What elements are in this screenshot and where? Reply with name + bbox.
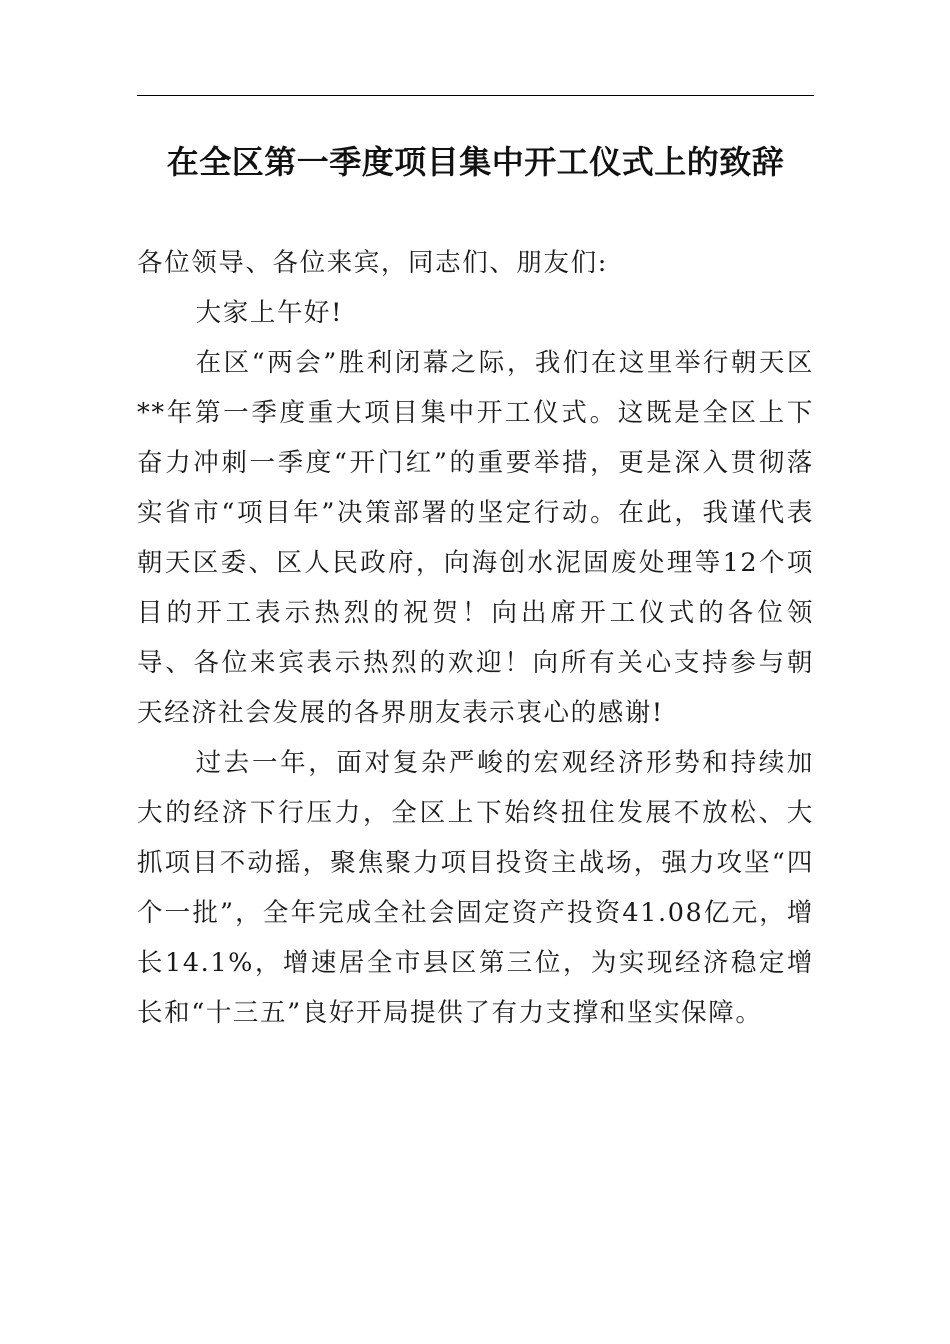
document-title: 在全区第一季度项目集中开工仪式上的致辞 (166, 143, 785, 181)
paragraph-greeting: 大家上午好! (195, 298, 343, 328)
header-rule (137, 95, 814, 96)
document-body (137, 238, 814, 1038)
salutation: 各位领导、各位来宾，同志们、朋友们: (137, 248, 608, 278)
paragraph-opening: 在区“两会”胜利闭幕之际，我们在这里举行朝天区**年第一季度重大项目集中开工仪式。这既是全区上下奋力冲刺一季度“开门红”的重要举措，更是深入贯彻落实省市“项目年”决策部署的坚定行动。在此，我谨代表朝天区委、区人民政府，向海创水泥固废处理等12个项目的开工表示热烈的祝贺！向出席开工仪式的各位领导、各位来宾表示热烈的欢迎！向所有关心支持参与朝天经济社会发展的各界朋友表示衷心的感谢! (137, 348, 814, 728)
paragraph-review: 过去一年，面对复杂严峻的宏观经济形势和持续加大的经济下行压力，全区上下始终扭住发展不放松、大抓项目不动摇，聚焦聚力项目投资主战场，强力攻坚“四个一批”，全年完成全社会固定资产投资41.08亿元，增长14.1%，增速居全市县区第三位，为实现经济稳定增长和“十三五”良好开局提供了有力支撑和坚实保障。 (137, 748, 814, 1028)
